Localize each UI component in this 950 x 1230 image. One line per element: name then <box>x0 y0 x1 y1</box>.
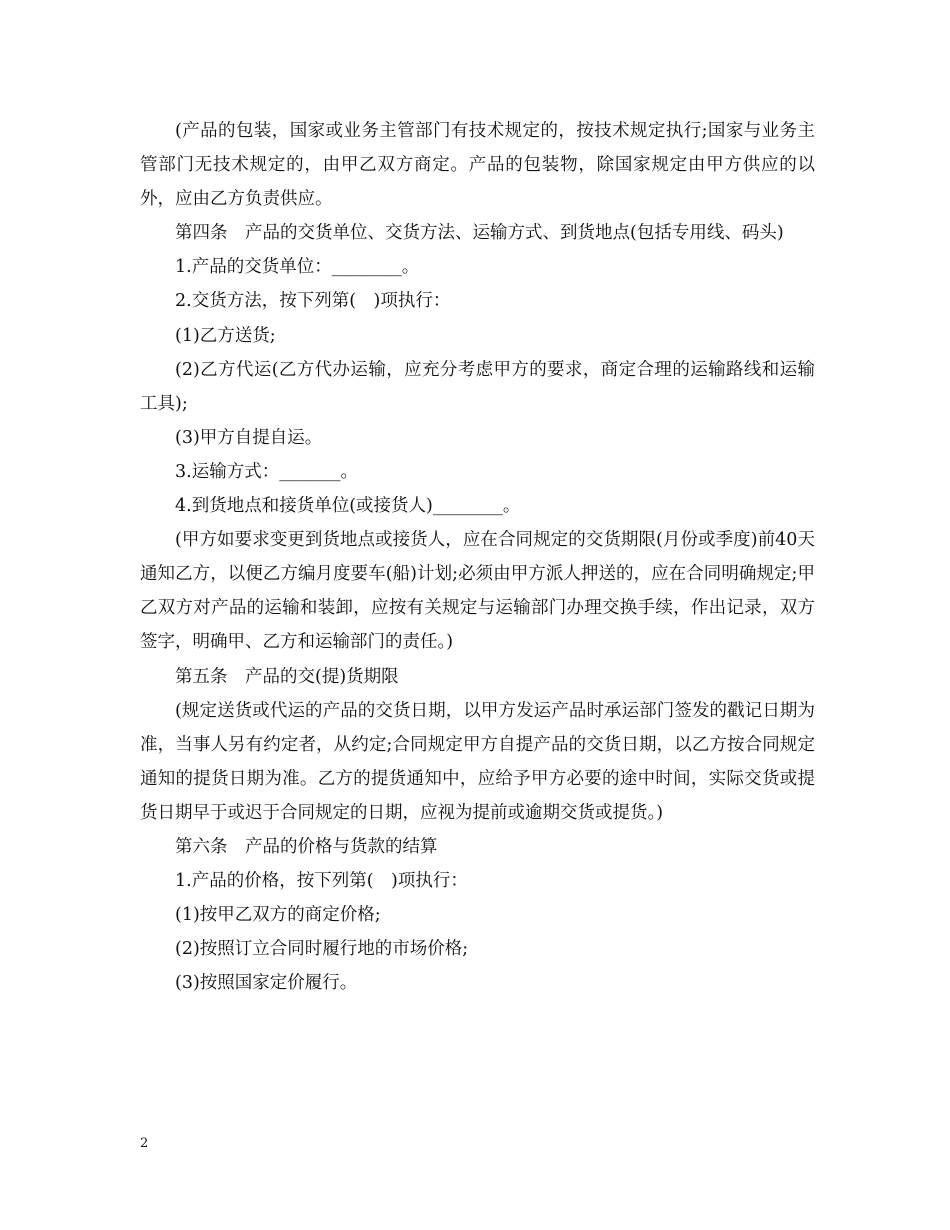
article-6-heading: 第六条 产品的价格与货款的结算 <box>175 836 438 857</box>
page-number: 2 <box>140 1136 149 1151</box>
delivery-unit-item: 1.产品的交货单位：________。 <box>175 257 420 278</box>
article-4-heading: 第四条 产品的交货单位、交货方法、运输方式、到货地点(包括专用线、码头) <box>175 223 784 244</box>
price-item: 1.产品的价格，按下列第( )项执行： <box>175 871 468 892</box>
document-body <box>140 114 815 1000</box>
delivery-option-1: (1)乙方送货; <box>175 325 276 346</box>
delivery-method-item: 2.交货方法，按下列第( )项执行： <box>175 291 451 312</box>
arrival-location-item: 4.到货地点和接货单位(或接货人)________。 <box>175 496 521 517</box>
paragraph-change-notice: (甲方如要求变更到货地点或接货人，应在合同规定的交货期限(月份或季度)前40天通知乙方，以便乙方编月度要车(船)计划;必须由甲方派人押送的，应在合同明确规定;甲乙双方对产品的运输和装卸，应按有关规定与运输部门办理交换手续，作出记录，双方签字，明确甲、乙方和运输部门的责任。) <box>140 530 815 653</box>
article-5-heading: 第五条 产品的交(提)货期限 <box>175 666 399 687</box>
price-option-1: (1)按甲乙双方的商定价格; <box>175 905 381 926</box>
paragraph-packaging: (产品的包装，国家或业务主管部门有技术规定的，按技术规定执行;国家与业务主管部门无技术规定的，由甲乙双方商定。产品的包装物，除国家规定由甲方供应的以外，应由乙方负责供应。 <box>140 121 815 210</box>
price-option-3: (3)按照国家定价履行。 <box>175 973 358 994</box>
price-option-2: (2)按照订立合同时履行地的市场价格; <box>175 939 469 960</box>
delivery-option-3: (3)甲方自提自运。 <box>175 427 323 448</box>
paragraph-delivery-date: (规定送货或代运的产品的交货日期，以甲方发运产品时承运部门签发的戳记日期为准，当事人另有约定者，从约定;合同规定甲方自提产品的交货日期，以乙方按合同规定通知的提货日期为准。乙方的提货通知中，应给予甲方必要的途中时间，实际交货或提货日期早于或迟于合同规定的日期，应视为提前或逾期交货或提货。) <box>140 700 815 823</box>
delivery-option-2: (2)乙方代运(乙方代办运输，应充分考虑甲方的要求，商定合理的运输路线和运输工具); <box>140 359 815 414</box>
transport-mode-item: 3.运输方式：_______。 <box>175 461 358 482</box>
